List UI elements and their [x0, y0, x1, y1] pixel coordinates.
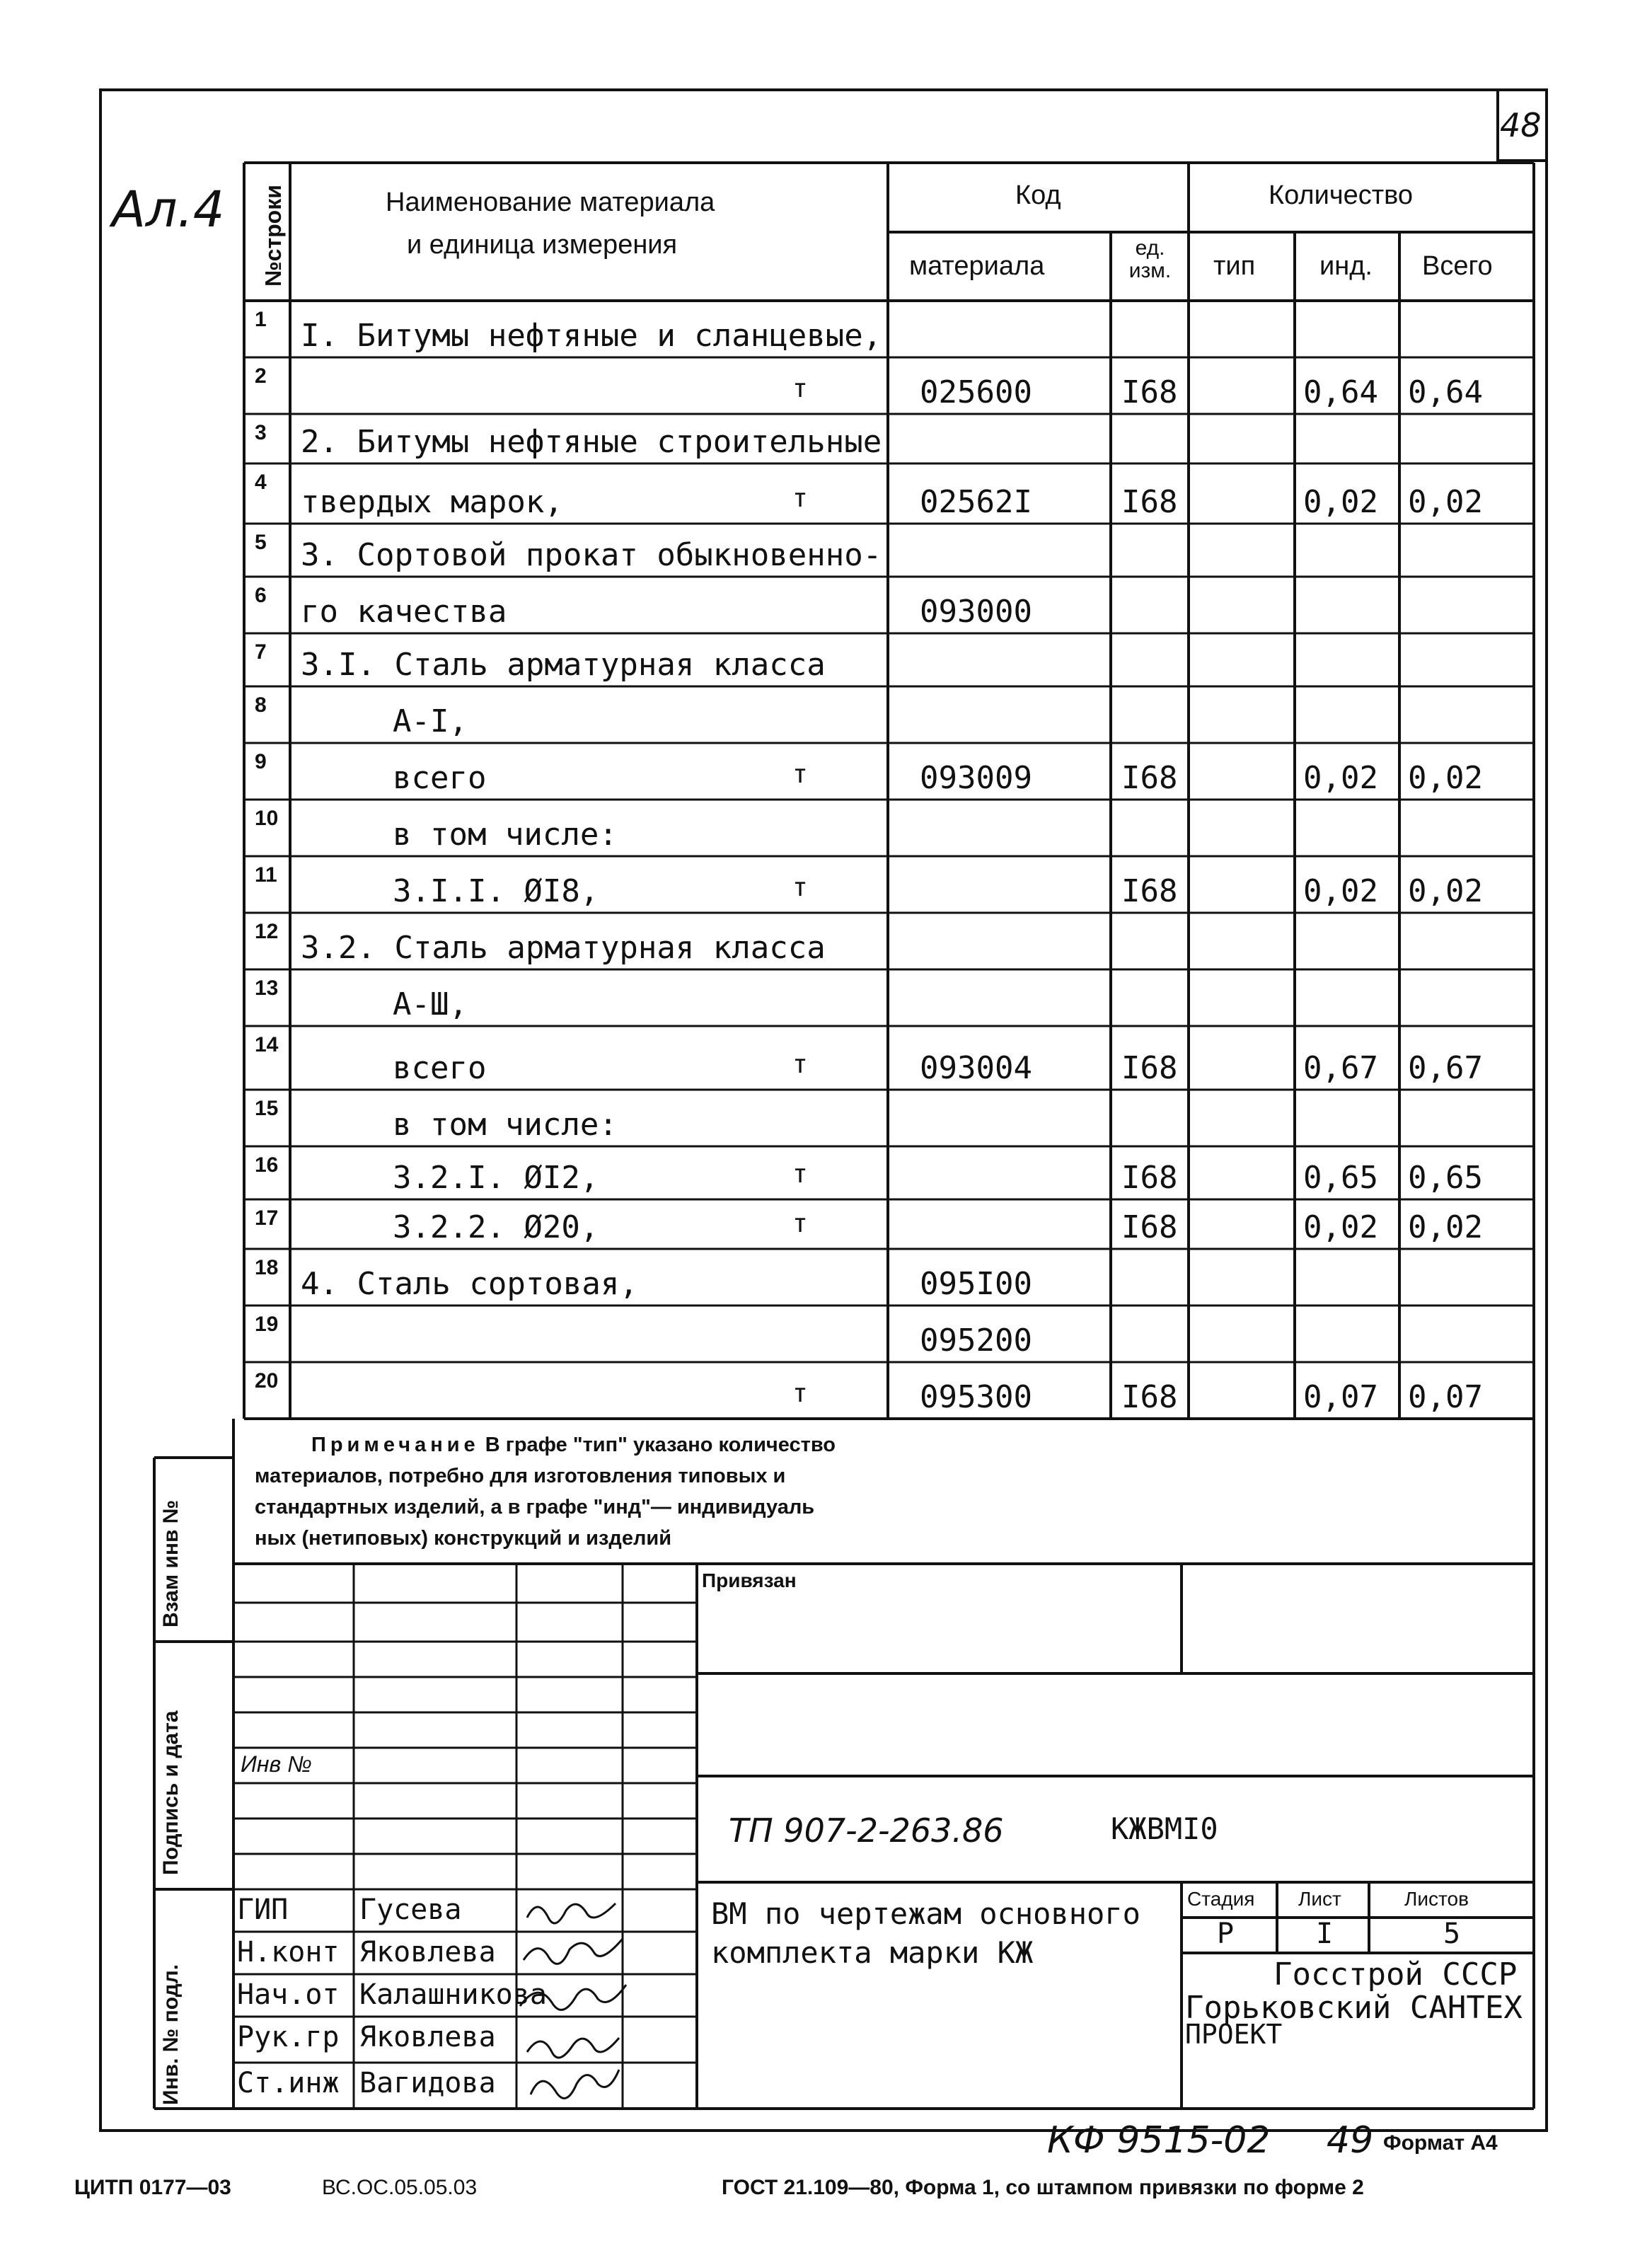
footer-mid: ВС.ОС.05.05.03: [322, 2176, 478, 2199]
row-number: 5: [255, 531, 267, 554]
row-number: 1: [255, 308, 267, 331]
stamp-title-line2: комплекта марки КЖ: [711, 1935, 1034, 1970]
note-block: [255, 1429, 836, 1554]
row-qty-ind: 0,02: [1303, 760, 1378, 796]
row-qty-total: 0,67: [1408, 1050, 1483, 1086]
header-name-line1: Наименование материала: [386, 188, 715, 217]
row-code-material: 095I00: [920, 1266, 1032, 1302]
row-unit-symbol: т: [792, 484, 808, 513]
row-qty-total: 0,65: [1408, 1160, 1483, 1196]
stamp-stage: Р: [1217, 1918, 1235, 1950]
row-code-unit: I68: [1121, 1209, 1178, 1245]
row-material-name: I. Битумы нефтяные и сланцевые,: [301, 318, 882, 354]
row-unit-symbol: т: [792, 873, 808, 902]
header-code-material: материала: [909, 251, 1045, 281]
header-row-number: №строки: [260, 185, 286, 287]
row-unit-symbol: т: [792, 1050, 808, 1079]
note-line3: стандартных изделий, а в графе "инд"— индивидуаль: [255, 1496, 815, 1518]
row-number: 17: [255, 1206, 279, 1230]
stamp-doc-code: ТП 907-2-263.86: [729, 1811, 1004, 1850]
row-number: 10: [255, 807, 279, 830]
row-qty-total: 0,02: [1408, 484, 1483, 520]
staff-name: Гусева: [359, 1894, 462, 1926]
row-unit-symbol: т: [792, 1379, 808, 1408]
row-code-unit: I68: [1121, 484, 1178, 520]
row-number: 2: [255, 364, 267, 388]
row-qty-ind: 0,67: [1303, 1050, 1378, 1086]
row-unit-symbol: т: [792, 374, 808, 403]
row-number: 9: [255, 750, 267, 773]
row-material-name: 3.2.I. ØI2,: [393, 1160, 599, 1196]
stamp-title-line1: ВМ по чертежам основного: [711, 1896, 1140, 1931]
header-qty-total: Всего: [1422, 251, 1493, 281]
format-label: Формат А4: [1383, 2131, 1498, 2155]
row-number: 13: [255, 976, 279, 1000]
header-quantity: Количество: [1269, 180, 1414, 210]
row-number: 19: [255, 1313, 279, 1336]
row-qty-total: 0,02: [1408, 1209, 1483, 1245]
row-qty-ind: 0,02: [1303, 1209, 1378, 1245]
staff-role: Нач.от: [237, 1978, 340, 2011]
stamp-org-line3: ПРОЕКТ: [1185, 2019, 1283, 2050]
row-material-name: 2. Битумы нефтяные строительные: [301, 424, 882, 460]
side-label-inv-podl: Инв. № подл.: [159, 1964, 183, 2105]
archive-page: 49: [1327, 2119, 1374, 2162]
note-line4: ных (нетиповых) конструкций и изделий: [255, 1527, 672, 1550]
header-code: Код: [1015, 180, 1061, 210]
stamp-stage-label: Стадия: [1187, 1888, 1255, 1910]
row-material-name: А-Ш,: [393, 986, 468, 1022]
row-material-name: 3.2. Сталь арматурная класса: [301, 930, 826, 966]
row-material-name: в том числе:: [393, 1107, 618, 1143]
row-number: 8: [255, 693, 267, 717]
row-qty-ind: 0,02: [1303, 484, 1378, 520]
row-qty-total: 0,64: [1408, 374, 1483, 410]
row-code-material: 093000: [920, 594, 1032, 630]
row-qty-total: 0,02: [1408, 760, 1483, 796]
row-material-name: всего: [393, 760, 487, 796]
row-material-name: 3.2.2. Ø20,: [393, 1209, 599, 1245]
row-qty-ind: 0,02: [1303, 873, 1378, 909]
row-code-material: 02562I: [920, 484, 1032, 520]
row-qty-total: 0,02: [1408, 873, 1483, 909]
row-code-unit: I68: [1121, 1379, 1178, 1415]
row-number: 14: [255, 1033, 279, 1056]
row-qty-ind: 0,65: [1303, 1160, 1378, 1196]
row-number: 18: [255, 1256, 279, 1279]
row-qty-ind: 0,07: [1303, 1379, 1378, 1415]
header-code-unit: ед. изм.: [1128, 236, 1172, 282]
row-material-name: всего: [393, 1050, 487, 1086]
row-code-material: 095300: [920, 1379, 1032, 1415]
stamp-sheet: I: [1316, 1918, 1334, 1950]
row-code-unit: I68: [1121, 374, 1178, 410]
footer-left: ЦИТП 0177—03: [74, 2176, 231, 2199]
staff-role: ГИП: [237, 1894, 289, 1926]
row-code-material: 095200: [920, 1322, 1032, 1359]
row-material-name: в том числе:: [393, 817, 618, 853]
header-qty-ind: инд.: [1319, 251, 1373, 281]
stamp-org-line2: Горьковский САНТЕХ: [1185, 1990, 1523, 2026]
side-label-podpis: Подпись и дата: [159, 1710, 183, 1875]
row-material-name: 3. Сортовой прокат обыкновенно-: [301, 537, 882, 573]
row-code-material: 025600: [920, 374, 1032, 410]
row-code-unit: I68: [1121, 873, 1178, 909]
side-label-vzam: Взам инв №: [159, 1499, 183, 1627]
row-material-name: 4. Сталь сортовая,: [301, 1266, 638, 1302]
archive-mark: КФ 9515-02: [1047, 2119, 1271, 2162]
row-number: 6: [255, 584, 267, 607]
note-line2: материалов, потребно для изготовления типовых и: [255, 1465, 786, 1487]
note-lead: Примечание: [311, 1434, 480, 1456]
staff-name: Вагидова: [359, 2067, 496, 2099]
row-code-material: 093004: [920, 1050, 1032, 1086]
row-material-name: 3.I. Сталь арматурная класса: [301, 647, 826, 683]
staff-role: Ст.инж: [237, 2067, 340, 2099]
stamp-sheets-label: Листов: [1404, 1888, 1469, 1910]
page-number: 48: [1500, 106, 1542, 144]
stamp-org-line1: Госстрой СССР: [1273, 1956, 1518, 1993]
row-number: 15: [255, 1097, 279, 1120]
note-line1: В графе "тип" указано количество: [485, 1434, 836, 1456]
row-number: 16: [255, 1153, 279, 1177]
row-number: 3: [255, 421, 267, 444]
row-material-name: твердых марок,: [301, 484, 563, 520]
row-number: 12: [255, 920, 279, 943]
corner-mark: Ал.4: [112, 180, 225, 238]
row-qty-total: 0,07: [1408, 1379, 1483, 1415]
row-code-material: 093009: [920, 760, 1032, 796]
row-material-name: А-I,: [393, 703, 468, 739]
signatures: [516, 1889, 630, 2109]
row-code-unit: I68: [1121, 1160, 1178, 1196]
row-material-name: го качества: [301, 594, 507, 630]
row-number: 4: [255, 471, 267, 494]
row-number: 7: [255, 640, 267, 664]
row-unit-symbol: т: [792, 1160, 808, 1189]
staff-name: Яковлева: [359, 2021, 496, 2053]
header-name-line2: и единица измерения: [407, 230, 678, 260]
row-code-unit: I68: [1121, 760, 1178, 796]
stamp-sheet-label: Лист: [1298, 1888, 1341, 1910]
stamp-mark: КЖВМI0: [1111, 1811, 1218, 1846]
staff-name: Калашникова: [359, 1978, 547, 2011]
row-unit-symbol: т: [792, 760, 808, 789]
header-qty-type: тип: [1213, 251, 1256, 281]
row-number: 20: [255, 1369, 279, 1393]
stamp-privyazan: Привязан: [702, 1569, 797, 1591]
stamp-inv-no: Инв №: [241, 1751, 312, 1777]
staff-role: Н.конт: [237, 1936, 340, 1969]
footer-right: ГОСТ 21.109—80, Форма 1, со штампом привязки по форме 2: [722, 2176, 1364, 2199]
row-unit-symbol: т: [792, 1209, 808, 1238]
stamp-sheets: 5: [1443, 1918, 1461, 1950]
row-qty-ind: 0,64: [1303, 374, 1378, 410]
row-number: 11: [255, 863, 277, 887]
row-code-unit: I68: [1121, 1050, 1178, 1086]
staff-role: Рук.гр: [237, 2021, 340, 2053]
row-material-name: 3.I.I. ØI8,: [393, 873, 599, 909]
staff-name: Яковлева: [359, 1936, 496, 1969]
